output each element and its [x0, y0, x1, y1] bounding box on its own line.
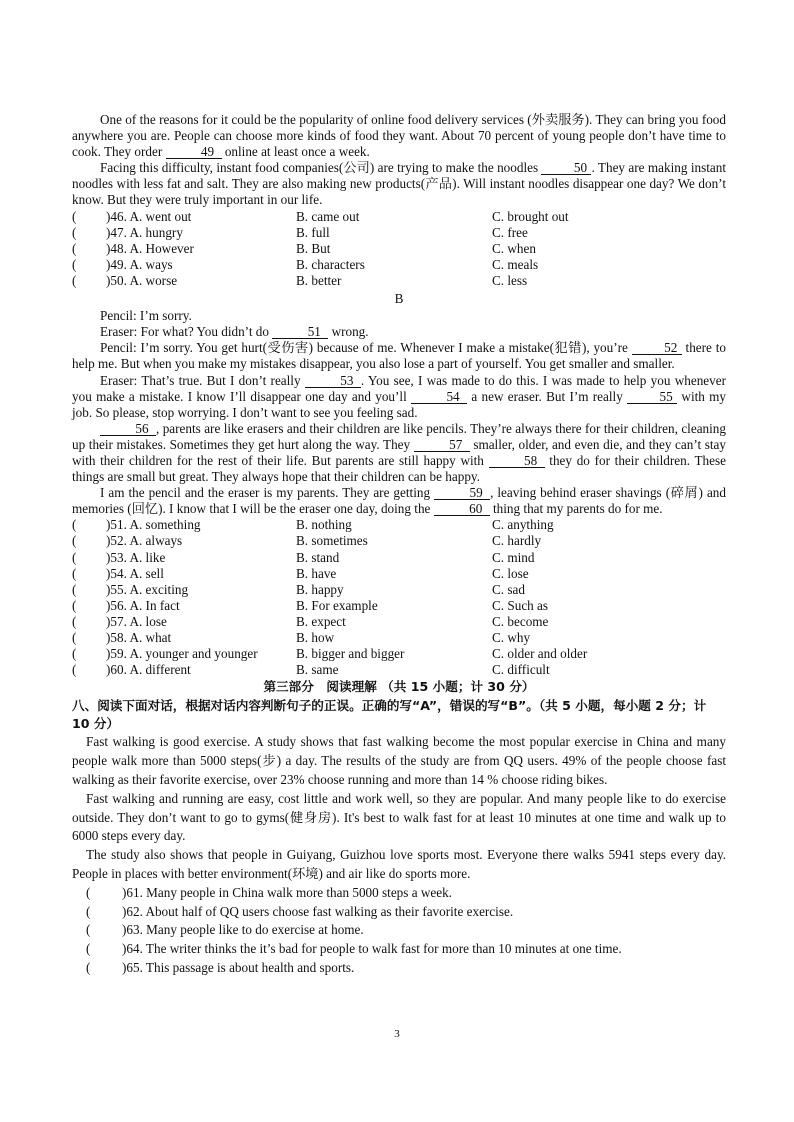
option-c: C. lose: [492, 565, 529, 581]
judgement-questions: [72, 884, 726, 978]
text: a new eraser. But I’m really: [467, 388, 628, 404]
text: thing that my parents do for me.: [489, 501, 663, 517]
option-row: [72, 209, 726, 225]
answer-paren: (: [72, 272, 77, 288]
blank-55: 55: [627, 391, 677, 404]
option-a: )52. A. always: [106, 533, 183, 549]
text: . You see, I was made to do this. I was made to help you whenever you make a mistake. I know I’ll disappear one day and you’ll: [72, 372, 726, 404]
question-row: [72, 884, 726, 903]
option-c: C. older and older: [492, 646, 588, 662]
option-c: C. sad: [492, 581, 525, 597]
answer-paren: (: [72, 240, 77, 256]
answer-paren: (: [72, 646, 77, 662]
text: online at least once a week.: [221, 144, 370, 160]
option-b: B. same: [296, 662, 339, 678]
option-c: C. when: [492, 240, 536, 256]
option-c: C. hardly: [492, 533, 542, 549]
option-b: B. full: [296, 224, 330, 240]
passage-a-paragraph-1: [72, 112, 726, 160]
text: there to help me. But when you make my mistakes disappear, you also lose a part of yourself. You get smaller and smaller.: [72, 340, 726, 372]
question-text: )65. This passage is about health and sports.: [122, 959, 355, 975]
question-text: )62. About half of QQ users choose fast walking as their favorite exercise.: [122, 903, 514, 919]
option-b: B. stand: [296, 549, 340, 565]
question-row: [72, 940, 726, 959]
option-b: B. nothing: [296, 517, 352, 533]
option-b: B. have: [296, 565, 337, 581]
blank-59: 59: [434, 487, 490, 500]
option-a: )55. A. exciting: [106, 581, 189, 597]
blank-53: 53: [305, 375, 361, 388]
text: they do for their children. These things are small but great. They always hope that their children can be happy.: [72, 452, 726, 485]
option-c: C. mind: [492, 549, 535, 565]
reading-paragraph: The study also shows that people in Guiyang, Guizhou love sports most. Everyone there walks 5941 steps every day. People in places with better environment(环境) and air like do sports more.: [72, 847, 726, 881]
option-a: )58. A. what: [106, 630, 172, 645]
option-a: )50. A. worse: [106, 272, 178, 288]
option-row: [72, 630, 726, 646]
text: Eraser: That’s true. But I don’t really: [100, 372, 305, 388]
answer-paren: (: [72, 581, 77, 597]
answer-paren: (: [72, 597, 77, 613]
answer-paren: (: [72, 549, 77, 565]
option-a: )60. A. different: [106, 662, 191, 678]
option-row: [72, 566, 726, 582]
option-row: [72, 646, 726, 662]
answer-paren: (: [72, 208, 77, 224]
dialogue-line: Pencil: I’m sorry.: [100, 308, 192, 324]
text: smaller, older, and even die, and they can’t stay with their children for the rest of their life. But parents are still happy with: [72, 436, 726, 468]
option-row: [72, 614, 726, 630]
question-row: [72, 921, 726, 940]
option-a: )56. A. In fact: [106, 597, 180, 613]
answer-paren: (: [86, 959, 91, 975]
passage-b-paragraph: [72, 421, 726, 485]
option-c: C. free: [492, 224, 528, 240]
option-row: [72, 257, 726, 273]
answer-paren: (: [72, 517, 77, 533]
text: Facing this difficulty, instant food companies(公司) are trying to make the noodles: [100, 160, 542, 176]
option-c: C. anything: [492, 517, 554, 533]
option-c: C. brought out: [492, 208, 569, 224]
option-a: )47. A. hungry: [106, 224, 183, 240]
blank-52: 52: [632, 342, 682, 355]
option-a: )59. A. younger and younger: [106, 646, 258, 662]
blank-57: 57: [414, 439, 470, 452]
page-number: 3: [394, 1028, 400, 1040]
text: Pencil: I’m sorry. You get hurt(受伤害) because of me. Whenever I make a mistake(犯错), you’re: [100, 340, 632, 356]
answer-paren: (: [86, 941, 91, 957]
reading-paragraph: Fast walking and running are easy, cost little and work well, so they are popular. And many people like to do exercise outside. They don’t want to go to gyms(健身房). It's best to walk fast for at least 10 minutes at one time and walk up to 6000 steps every day.: [72, 790, 726, 844]
option-c: C. difficult: [492, 662, 550, 678]
question-text: )64. The writer thinks the it’s bad for people to walk fast for more than 10 minutes at one time.: [122, 941, 622, 957]
option-a: )57. A. lose: [106, 613, 167, 629]
option-c: C. less: [492, 272, 528, 288]
option-row: [72, 225, 726, 241]
text: , parents are like erasers and their children are like pencils. They’re always there for their children, cleaning up their mistakes. Sometimes they get hurt along the way. They: [72, 420, 726, 452]
option-b: B. came out: [296, 208, 360, 224]
answer-paren: (: [86, 922, 91, 938]
answer-paren: (: [72, 630, 77, 645]
option-a: )53. A. like: [106, 549, 166, 565]
text: wrong.: [328, 324, 369, 340]
text: I am the pencil and the eraser is my parents. They are getting: [100, 485, 435, 501]
option-row: [72, 517, 726, 533]
options-51-60: [72, 517, 726, 678]
text: , leaving behind eraser shavings (碎屑) and memories (回忆). I know that I will be the eraser one day, doing the: [72, 485, 726, 517]
option-b: B. But: [296, 240, 331, 256]
reading-paragraph: Fast walking is good exercise. A study shows that fast walking become the most popular exercise in China and many people walk more than 5000 steps(步) a day. The results of the study are from QQ users. 49% of the people choose fast walking as their favorite exercise, over 23% choose running and more than 14 % choose riding bikes.: [72, 734, 726, 787]
option-b: B. bigger and bigger: [296, 646, 405, 662]
answer-paren: (: [86, 903, 91, 919]
passage-a-paragraph-2: [72, 160, 726, 208]
blank-50: 50: [541, 162, 591, 175]
option-row: [72, 241, 726, 257]
text: One of the reasons for it could be the popularity of online food delivery services (外卖服务). They can bring you food anywhere you are. People can choose more kinds of food they want. About 70 percent of young people don’t have time to cook. They order: [72, 112, 726, 160]
dialogue-line: [72, 324, 726, 340]
part3-title: 第三部分 阅读理解 （共 15 小题；计 30 分）: [263, 679, 535, 695]
option-c: C. Such as: [492, 597, 549, 613]
answer-paren: (: [72, 565, 77, 581]
option-b: B. better: [296, 272, 342, 288]
option-c: C. meals: [492, 256, 539, 272]
option-b: B. how: [296, 630, 335, 645]
option-c: C. become: [492, 613, 549, 629]
answer-paren: (: [72, 662, 77, 678]
option-a: )54. A. sell: [106, 565, 164, 581]
exam-page: [72, 112, 726, 978]
option-row: [72, 582, 726, 598]
passage-b-paragraph: [72, 485, 726, 517]
answer-paren: (: [72, 533, 77, 549]
answer-paren: (: [86, 884, 91, 900]
part3-instruction: 八、阅读下面对话，根据对话内容判断句子的正误。正确的写“A”，错误的写“B”。（共 5 小题，每小题 2 分；计 10 分）: [72, 698, 707, 732]
option-b: B. sometimes: [296, 533, 368, 549]
option-b: B. characters: [296, 256, 365, 272]
option-c: C. why: [492, 630, 531, 645]
blank-60: 60: [434, 503, 490, 516]
text: Eraser: For what? You didn’t do: [100, 324, 273, 340]
question-row: [72, 903, 726, 922]
dialogue-line: [72, 340, 726, 372]
answer-paren: (: [72, 256, 77, 272]
blank-56: 56: [100, 423, 156, 436]
options-46-50: [72, 209, 726, 289]
dialogue-line: [72, 373, 726, 421]
blank-58: 58: [489, 455, 545, 468]
option-a: )49. A. ways: [106, 256, 173, 272]
answer-paren: (: [72, 224, 77, 240]
question-text: )63. Many people like to do exercise at home.: [122, 922, 364, 938]
answer-paren: (: [72, 613, 77, 629]
option-a: )46. A. went out: [106, 208, 192, 224]
blank-51: 51: [272, 326, 328, 339]
option-b: B. happy: [296, 581, 344, 597]
reading-passage: [72, 733, 726, 883]
option-b: B. For example: [296, 597, 378, 613]
option-a: )51. A. something: [106, 517, 201, 533]
option-b: B. expect: [296, 613, 346, 629]
option-row: [72, 533, 726, 549]
blank-49: 49: [166, 146, 222, 159]
passage-b-heading: B: [394, 291, 404, 307]
blank-54: 54: [411, 391, 467, 404]
text: . They are making instant noodles with less fat and salt. They are also making new products(产品). Will instant noodles disappear one day? We don’t know. But they were truly important in our life.: [72, 160, 726, 208]
option-row: [72, 550, 726, 566]
option-row: [72, 598, 726, 614]
option-row: [72, 273, 726, 289]
option-a: )48. A. However: [106, 240, 194, 256]
question-row: [72, 959, 726, 978]
question-text: )61. Many people in China walk more than 5000 steps a week.: [122, 884, 452, 900]
text: with my job. So please, stop worrying. I don’t want to see you feeling sad.: [72, 388, 727, 420]
option-row: [72, 662, 726, 678]
